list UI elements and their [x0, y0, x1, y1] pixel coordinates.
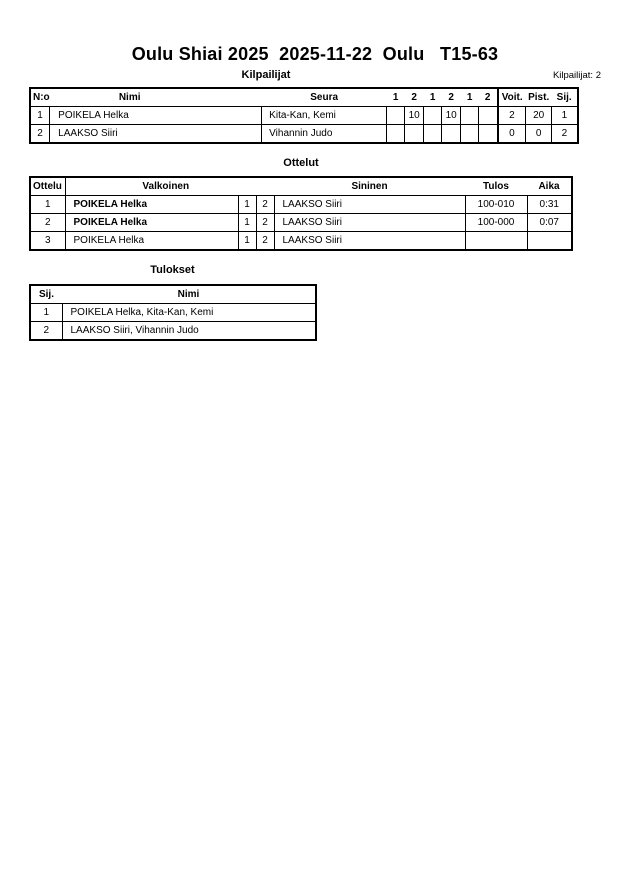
column-header-round-2: 2: [405, 88, 424, 107]
page-title: Oulu Shiai 2025 2025-11-22 Oulu T15-63: [131, 44, 499, 64]
column-header-ottelu: Ottelu: [30, 177, 65, 196]
score-cell: [479, 107, 498, 125]
tulokset-header-row: [30, 285, 316, 304]
match-result: [465, 232, 527, 251]
score-cell: [461, 125, 479, 144]
column-header-sij: Sij.: [552, 88, 578, 107]
placement-cell: 1: [552, 107, 578, 125]
competitor-club: Kita-Kan, Kemi: [262, 107, 387, 125]
points-cell: 0: [526, 125, 552, 144]
match-result: 100-010: [465, 196, 527, 214]
result-name: POIKELA Helka, Kita-Kan, Kemi: [62, 304, 316, 322]
score-cell: [424, 125, 442, 144]
column-header-round-4: 2: [442, 88, 461, 107]
score-cell: [387, 125, 405, 144]
blue-competitor: LAAKSO Siiri: [274, 232, 465, 251]
competitor-row: [30, 125, 578, 144]
column-header-seura: Seura: [262, 88, 387, 107]
competitor-count: Kilpailijat: 2: [552, 70, 601, 81]
match-number: 2: [30, 214, 65, 232]
competitor-number: 2: [30, 125, 50, 144]
match-time: [527, 232, 572, 251]
column-header-aika: Aika: [527, 177, 572, 196]
column-header-pist: Pist.: [526, 88, 552, 107]
result-name: LAAKSO Siiri, Vihannin Judo: [62, 322, 316, 341]
result-placement: 2: [30, 322, 62, 341]
blue-competitor: LAAKSO Siiri: [274, 214, 465, 232]
blue-flag-cell: 2: [256, 232, 274, 251]
competitor-row: [30, 107, 578, 125]
ottelut-table: [29, 176, 573, 251]
column-header-sininen: Sininen: [274, 177, 465, 196]
column-header-voit: Voit.: [498, 88, 526, 107]
result-row: [30, 322, 316, 341]
score-cell: [442, 125, 461, 144]
match-row: [30, 214, 572, 232]
score-cell: 10: [442, 107, 461, 125]
score-cell: [424, 107, 442, 125]
score-cell: 10: [405, 107, 424, 125]
competitor-number: 1: [30, 107, 50, 125]
blue-flag-cell: 2: [256, 214, 274, 232]
competitor-name: LAAKSO Siiri: [50, 125, 262, 144]
ottelut-header-row: [30, 177, 572, 196]
section-title-ottelut: Ottelut: [283, 157, 319, 169]
kilpailijat-header-row: [30, 88, 578, 107]
blue-competitor: LAAKSO Siiri: [274, 196, 465, 214]
column-header-round-3: 1: [424, 88, 442, 107]
white-flag-cell: 1: [238, 196, 256, 214]
column-header-nimi: Nimi: [62, 285, 316, 304]
score-cell: [387, 107, 405, 125]
wins-cell: 0: [498, 125, 526, 144]
match-time: 0:07: [527, 214, 572, 232]
section-title-tulokset: Tulokset: [150, 264, 195, 276]
result-placement: 1: [30, 304, 62, 322]
kilpailijat-table: [29, 87, 579, 144]
white-flag-cell: 1: [238, 232, 256, 251]
section-title-kilpailijat: Kilpailijat: [241, 69, 291, 81]
match-time: 0:31: [527, 196, 572, 214]
tulokset-table: [29, 284, 317, 341]
column-header-nimi: Nimi: [50, 88, 262, 107]
score-cell: [405, 125, 424, 144]
column-header-no: N:o: [30, 88, 50, 107]
competitor-name: POIKELA Helka: [50, 107, 262, 125]
column-header-valkoinen: Valkoinen: [65, 177, 274, 196]
column-header-round-6: 2: [479, 88, 498, 107]
points-cell: 20: [526, 107, 552, 125]
match-number: 3: [30, 232, 65, 251]
column-header-sij: Sij.: [30, 285, 62, 304]
score-cell: [461, 107, 479, 125]
wins-cell: 2: [498, 107, 526, 125]
match-number: 1: [30, 196, 65, 214]
blue-flag-cell: 2: [256, 196, 274, 214]
match-result: 100-000: [465, 214, 527, 232]
column-header-tulos: Tulos: [465, 177, 527, 196]
column-header-round-5: 1: [461, 88, 479, 107]
white-competitor: POIKELA Helka: [65, 232, 238, 251]
white-competitor: POIKELA Helka: [65, 196, 238, 214]
placement-cell: 2: [552, 125, 578, 144]
match-row: [30, 196, 572, 214]
white-competitor: POIKELA Helka: [65, 214, 238, 232]
competitor-club: Vihannin Judo: [262, 125, 387, 144]
match-row: [30, 232, 572, 251]
white-flag-cell: 1: [238, 214, 256, 232]
score-cell: [479, 125, 498, 144]
column-header-round-1: 1: [387, 88, 405, 107]
result-row: [30, 304, 316, 322]
